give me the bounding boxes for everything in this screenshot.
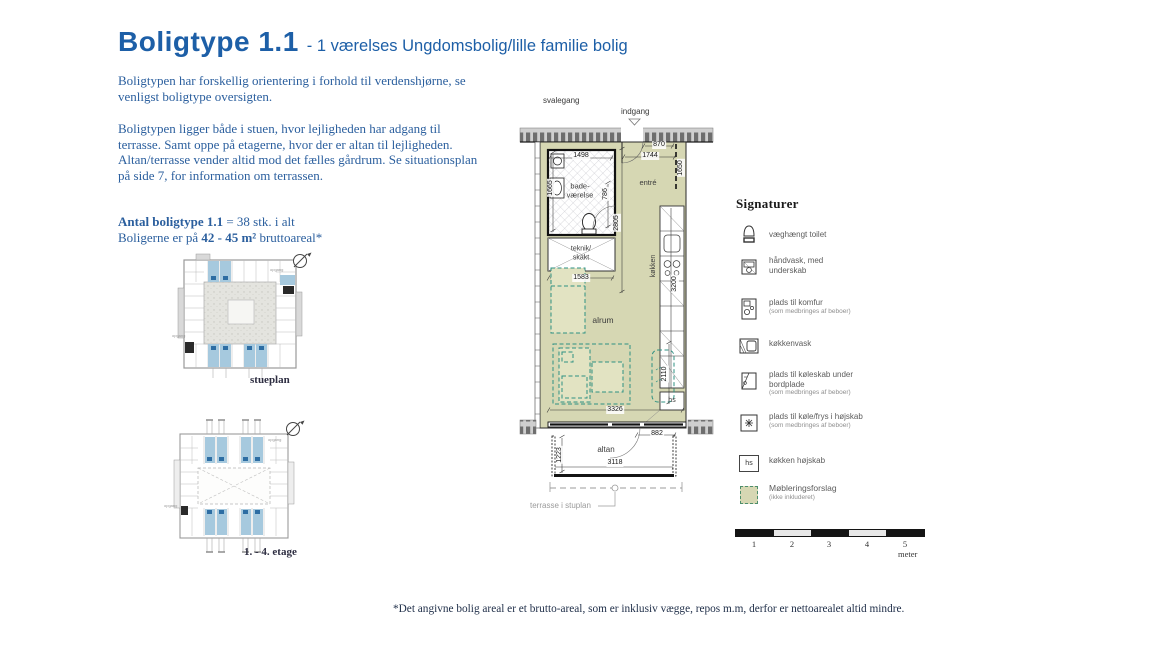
mini-plan-stueplan [170,248,322,396]
legend-item-fridge-freezer: plads til køle/frys i højskab (som medbringes af beboer) [738,412,863,434]
dim-teknik-width: 1583 [573,274,589,281]
glazed-facade [548,422,686,427]
dim-entry-door: 870 [653,141,665,148]
unit-count-rest: = 38 stk. i alt [223,214,295,229]
svalegang-label: svalegang [543,96,580,105]
stove-space-icon [738,298,760,320]
main-floor-plan [518,88,728,533]
dim-entry-depth: 1650 [677,160,684,176]
kokken-label: køkken [649,254,657,278]
legend-item-handbasin: håndvask, med underskab [738,256,839,278]
opgang-note: opgang [270,267,284,272]
balcony [552,436,676,477]
scale-tick-2: 2 [789,539,795,549]
scale-tick-4: 4 [864,539,870,549]
area-bold: 42 - 45 m² [201,229,257,245]
title-main: Boligtype 1.1 [118,26,299,57]
terrasse-label: terrasse i stuplan [530,501,591,510]
dim-hall-length: 2805 [613,215,620,231]
indgang-arrow-icon [629,119,640,125]
bathroom-label: bade- værelse [566,181,594,199]
title-subtitle: - 1 værelses Ungdomsbolig/lille familie bolig [306,37,628,55]
hs-label: hs [668,396,676,404]
handbasin-icon [738,256,760,278]
legend-header: Signaturer [736,196,799,211]
dim-balcony-door: 882 [651,430,663,437]
indgang-label: indgang [621,107,650,116]
mini-plan-etage [162,412,320,564]
alrum-label: alrum [592,314,614,325]
mini-plan-etage-drawing [162,412,320,564]
dim-balcony-depth: 1223 [556,447,563,463]
fridge-freezer-icon [738,412,760,434]
altan-label: altan [597,444,615,454]
legend-item-fridge-under-counter: plads til køleskab under bordplade (som medbringes af beboer) [738,370,874,397]
stueplan-label: stueplan [250,374,290,386]
opgang-note: opgang [172,333,186,338]
teknik-label: teknik/ skakt [570,245,592,261]
intro-paragraph-1: Boligtypen har forskellig orientering i forhold til verdenshjørne, se venligst boligtype oversigten. [118,73,466,104]
legend-item-stove: plads til komfur (som medbringes af beboer) [738,298,851,320]
page-title [118,26,628,58]
dim-kitchen-length: 3200 [671,276,678,292]
etage-label: 1. - 4. etage [244,546,297,558]
dim-entry-width: 1744 [642,152,658,159]
fridge-under-counter-icon [738,370,760,392]
area-post: bruttoareal* [256,229,323,245]
area-pre: Boligerne er på [118,229,202,245]
north-compass-icon [287,421,305,436]
wall-hung-toilet-icon [738,224,760,246]
legend-item-tall-cabinet: hs køkken højskab [738,452,825,474]
tall-cabinet-hs-icon: hs [738,452,760,474]
entre-label: entré [639,177,657,187]
dim-balcony-width: 3118 [607,459,623,466]
mini-plan-stueplan-drawing [170,248,322,396]
legend-item-furnishing: Møbleringsforslag (ikke inkluderet) [738,484,837,506]
unit-count-bold: Antal boligtype 1.1 [118,214,224,229]
intro-paragraph-2: Boligtypen ligger både i stuen, hvor lejligheden har adgang til terrasse. Samt oppe på etagerne, hvor der er altan til lejligheden. Altan/terrasse vender altid mod det fælles gårdrum. Se situationsplan på side 7, for information om terrassen. [118,121,478,183]
legend-item-toilet: væghængt toilet [738,224,826,246]
scale-bar [735,529,935,563]
north-compass-icon [294,253,312,268]
footnote: *Det angivne bolig areal er et brutto-areal, som er inklusiv vægge, repos m.m, derfor er nettoarealet altid mindre. [393,603,905,615]
legend [736,192,936,522]
scale-bar-segments [735,529,925,537]
furnishing-suggestion-icon [738,484,760,506]
dim-bath-inner: 786 [602,188,609,200]
dim-bath-width: 1498 [573,152,589,159]
dim-bath-height: 1665 [547,180,554,196]
scale-tick-3: 3 [826,539,832,549]
dim-living-height: 2110 [661,366,668,382]
opgang-note: opgang [268,437,282,442]
legend-item-kitchen-sink: køkkenvask [738,335,811,357]
kitchen-sink-icon [738,335,760,357]
svalegang-wall-band [520,128,713,142]
opgang-note: opgang [164,503,178,508]
scale-unit: meter [898,549,918,559]
dim-living-width: 3326 [607,406,623,413]
unit-count-line [118,214,478,245]
scale-tick-5: 5 [902,539,908,549]
scale-tick-1: 1 [751,539,757,549]
